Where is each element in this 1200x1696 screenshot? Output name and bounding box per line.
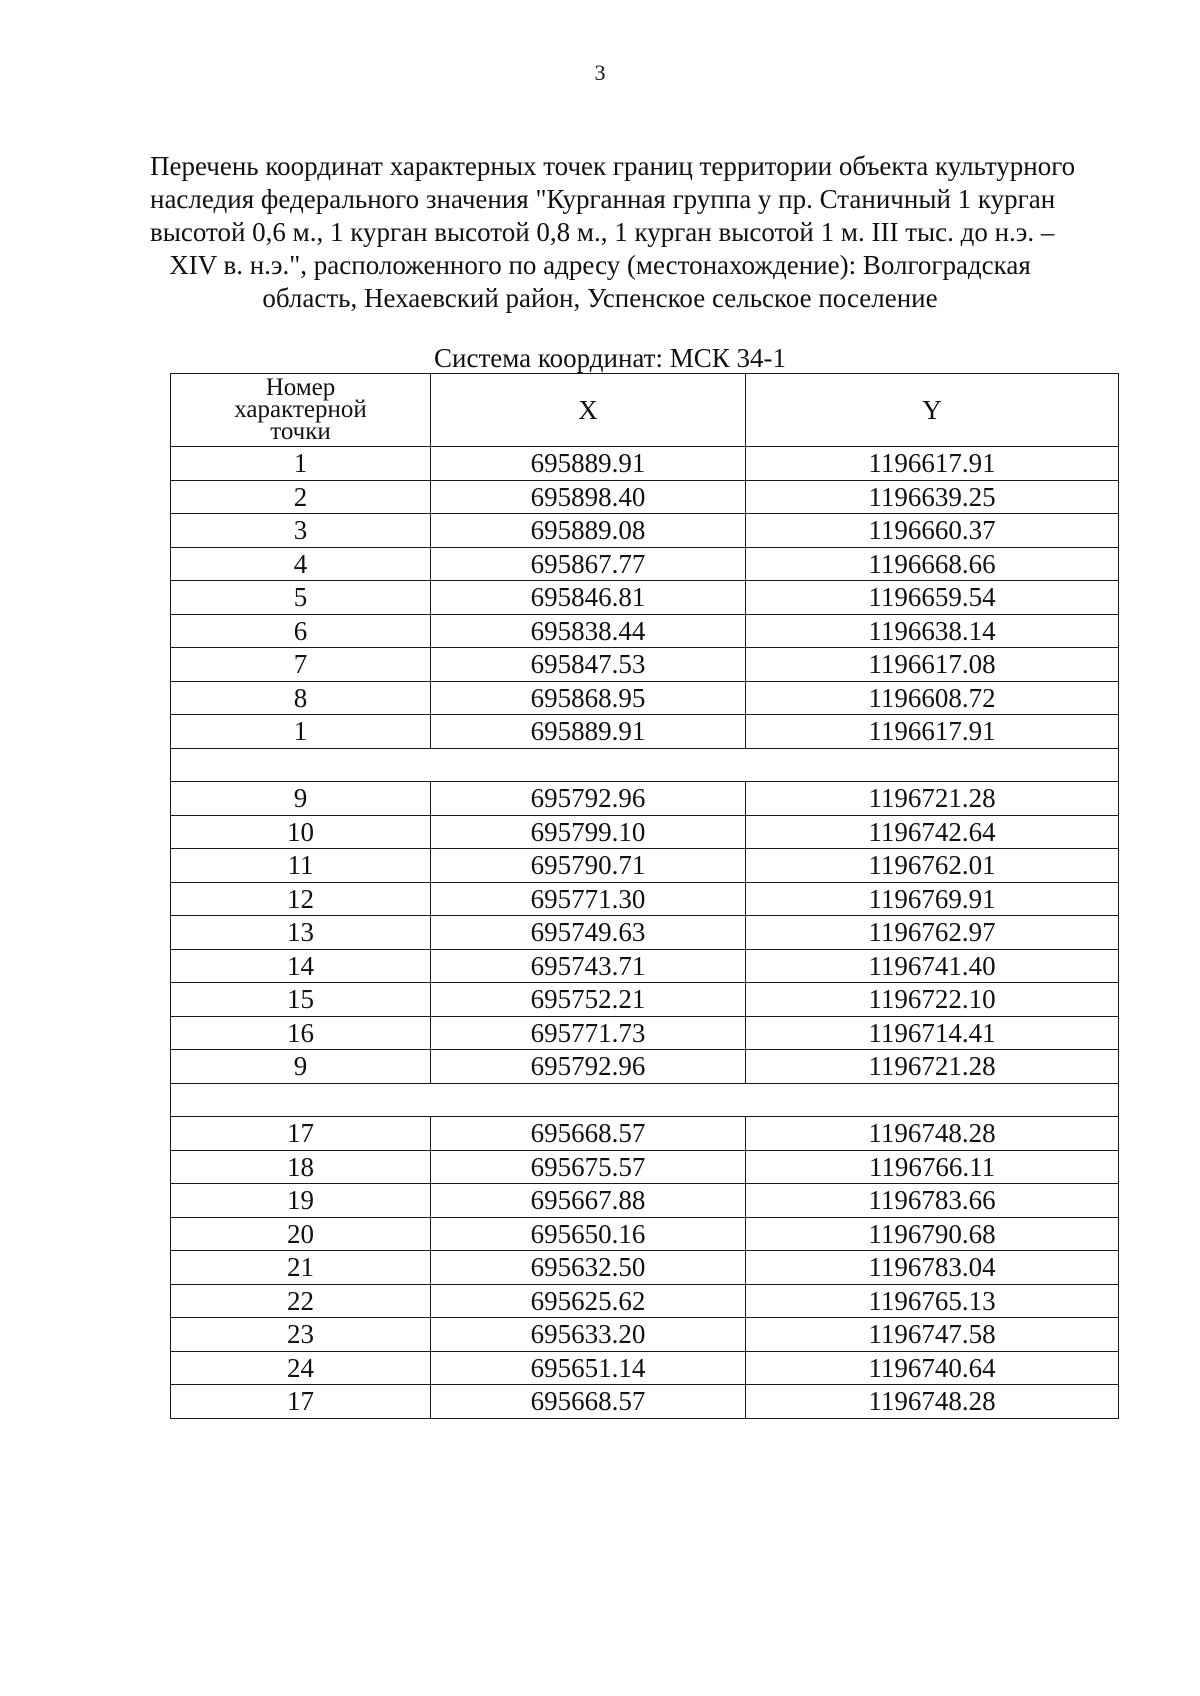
header-y: Y bbox=[746, 374, 1119, 447]
cell-x: 695633.20 bbox=[431, 1318, 746, 1352]
table-row bbox=[171, 581, 1119, 615]
cell-point: 4 bbox=[171, 547, 431, 581]
table-row bbox=[171, 1351, 1119, 1385]
cell-x: 695675.57 bbox=[431, 1150, 746, 1184]
header-point-line: Номер bbox=[265, 374, 336, 401]
table-row bbox=[171, 916, 1119, 950]
cell-y: 1196742.64 bbox=[746, 815, 1119, 849]
table-row bbox=[171, 614, 1119, 648]
cell-point: 23 bbox=[171, 1318, 431, 1352]
cell-y: 1196783.66 bbox=[746, 1184, 1119, 1218]
cell-y: 1196639.25 bbox=[746, 480, 1119, 514]
cell-point: 13 bbox=[171, 916, 431, 950]
table-row bbox=[171, 447, 1119, 481]
cell-point: 12 bbox=[171, 882, 431, 916]
cell-y: 1196747.58 bbox=[746, 1318, 1119, 1352]
table-row bbox=[171, 514, 1119, 548]
coordinate-system-label: Система координат: МСК 34-1 bbox=[434, 343, 786, 373]
cell-point: 6 bbox=[171, 614, 431, 648]
header-point-line: точки bbox=[270, 418, 331, 445]
cell-y: 1196668.66 bbox=[746, 547, 1119, 581]
cell-point: 14 bbox=[171, 949, 431, 983]
cell-point: 17 bbox=[171, 1385, 431, 1419]
cell-y: 1196617.91 bbox=[746, 447, 1119, 481]
header-point-number bbox=[171, 374, 431, 447]
cell-point: 15 bbox=[171, 983, 431, 1017]
cell-y: 1196740.64 bbox=[746, 1351, 1119, 1385]
cell-x: 695771.30 bbox=[431, 882, 746, 916]
cell-y: 1196659.54 bbox=[746, 581, 1119, 615]
cell-y: 1196766.11 bbox=[746, 1150, 1119, 1184]
cell-point: 5 bbox=[171, 581, 431, 615]
cell-y: 1196660.37 bbox=[746, 514, 1119, 548]
table-header-row bbox=[171, 374, 1119, 447]
cell-x: 695889.91 bbox=[431, 715, 746, 749]
table-row bbox=[171, 681, 1119, 715]
title-line: наследия федерального значения "Курганная группа у пр. Станичный 1 курган bbox=[150, 184, 1056, 214]
page-number: 3 bbox=[594, 60, 606, 85]
cell-point: 1 bbox=[171, 447, 431, 481]
cell-x: 695792.96 bbox=[431, 1050, 746, 1084]
cell-point: 24 bbox=[171, 1351, 431, 1385]
separator-cell bbox=[171, 1083, 1119, 1117]
cell-point: 16 bbox=[171, 1016, 431, 1050]
table-row bbox=[171, 1385, 1119, 1419]
cell-point: 17 bbox=[171, 1117, 431, 1151]
cell-point: 2 bbox=[171, 480, 431, 514]
group-separator-row bbox=[171, 748, 1119, 782]
cell-y: 1196741.40 bbox=[746, 949, 1119, 983]
cell-y: 1196748.28 bbox=[746, 1117, 1119, 1151]
table-row bbox=[171, 1016, 1119, 1050]
cell-y: 1196790.68 bbox=[746, 1217, 1119, 1251]
cell-y: 1196721.28 bbox=[746, 1050, 1119, 1084]
separator-cell bbox=[171, 748, 1119, 782]
cell-point: 3 bbox=[171, 514, 431, 548]
cell-x: 695749.63 bbox=[431, 916, 746, 950]
cell-point: 18 bbox=[171, 1150, 431, 1184]
table-row bbox=[171, 949, 1119, 983]
cell-point: 9 bbox=[171, 1050, 431, 1084]
cell-x: 695898.40 bbox=[431, 480, 746, 514]
cell-x: 695632.50 bbox=[431, 1251, 746, 1285]
cell-x: 695667.88 bbox=[431, 1184, 746, 1218]
cell-y: 1196762.01 bbox=[746, 849, 1119, 883]
cell-point: 11 bbox=[171, 849, 431, 883]
cell-y: 1196638.14 bbox=[746, 614, 1119, 648]
table-row bbox=[171, 1284, 1119, 1318]
cell-x: 695792.96 bbox=[431, 782, 746, 816]
cell-x: 695668.57 bbox=[431, 1385, 746, 1419]
cell-y: 1196608.72 bbox=[746, 681, 1119, 715]
table-row bbox=[171, 648, 1119, 682]
cell-x: 695625.62 bbox=[431, 1284, 746, 1318]
cell-point: 9 bbox=[171, 782, 431, 816]
title-line: Перечень координат характерных точек границ территории объекта культурного bbox=[150, 151, 1076, 181]
table-row bbox=[171, 480, 1119, 514]
cell-x: 695847.53 bbox=[431, 648, 746, 682]
table-row bbox=[171, 1117, 1119, 1151]
table-row bbox=[171, 983, 1119, 1017]
cell-point: 1 bbox=[171, 715, 431, 749]
cell-x: 695889.08 bbox=[431, 514, 746, 548]
cell-x: 695868.95 bbox=[431, 681, 746, 715]
cell-y: 1196721.28 bbox=[746, 782, 1119, 816]
cell-y: 1196722.10 bbox=[746, 983, 1119, 1017]
coordinates-table bbox=[170, 373, 1119, 1419]
cell-x: 695838.44 bbox=[431, 614, 746, 648]
cell-x: 695651.14 bbox=[431, 1351, 746, 1385]
table-row bbox=[171, 782, 1119, 816]
table-row bbox=[171, 882, 1119, 916]
table-row bbox=[171, 1217, 1119, 1251]
cell-y: 1196617.91 bbox=[746, 715, 1119, 749]
cell-y: 1196617.08 bbox=[746, 648, 1119, 682]
document-title bbox=[150, 150, 1076, 315]
group-separator-row bbox=[171, 1083, 1119, 1117]
table-row bbox=[171, 1150, 1119, 1184]
title-line: XIV в. н.э.", расположенного по адресу (местонахождение): Волгоградская bbox=[169, 250, 1031, 280]
cell-point: 8 bbox=[171, 681, 431, 715]
table-row bbox=[171, 715, 1119, 749]
cell-point: 20 bbox=[171, 1217, 431, 1251]
cell-x: 695867.77 bbox=[431, 547, 746, 581]
cell-y: 1196714.41 bbox=[746, 1016, 1119, 1050]
title-line: область, Нехаевский район, Успенское сельское поселение bbox=[262, 283, 938, 313]
table-row bbox=[171, 1184, 1119, 1218]
table-body bbox=[171, 447, 1119, 1419]
cell-y: 1196769.91 bbox=[746, 882, 1119, 916]
cell-point: 7 bbox=[171, 648, 431, 682]
cell-point: 10 bbox=[171, 815, 431, 849]
cell-x: 695790.71 bbox=[431, 849, 746, 883]
cell-y: 1196748.28 bbox=[746, 1385, 1119, 1419]
cell-x: 695743.71 bbox=[431, 949, 746, 983]
table-row bbox=[171, 815, 1119, 849]
cell-x: 695846.81 bbox=[431, 581, 746, 615]
cell-x: 695650.16 bbox=[431, 1217, 746, 1251]
title-line: высотой 0,6 м., 1 курган высотой 0,8 м., 1 курган высотой 1 м. III тыс. до н.э. – bbox=[150, 217, 1055, 247]
table-row bbox=[171, 849, 1119, 883]
cell-x: 695799.10 bbox=[431, 815, 746, 849]
header-point-line: характерной bbox=[234, 396, 367, 423]
cell-y: 1196765.13 bbox=[746, 1284, 1119, 1318]
cell-point: 22 bbox=[171, 1284, 431, 1318]
header-x: X bbox=[431, 374, 746, 447]
cell-point: 19 bbox=[171, 1184, 431, 1218]
cell-x: 695668.57 bbox=[431, 1117, 746, 1151]
cell-x: 695771.73 bbox=[431, 1016, 746, 1050]
cell-x: 695752.21 bbox=[431, 983, 746, 1017]
table-row bbox=[171, 1251, 1119, 1285]
cell-y: 1196783.04 bbox=[746, 1251, 1119, 1285]
table-row bbox=[171, 1050, 1119, 1084]
table-row bbox=[171, 1318, 1119, 1352]
cell-point: 21 bbox=[171, 1251, 431, 1285]
cell-y: 1196762.97 bbox=[746, 916, 1119, 950]
table-row bbox=[171, 547, 1119, 581]
cell-x: 695889.91 bbox=[431, 447, 746, 481]
